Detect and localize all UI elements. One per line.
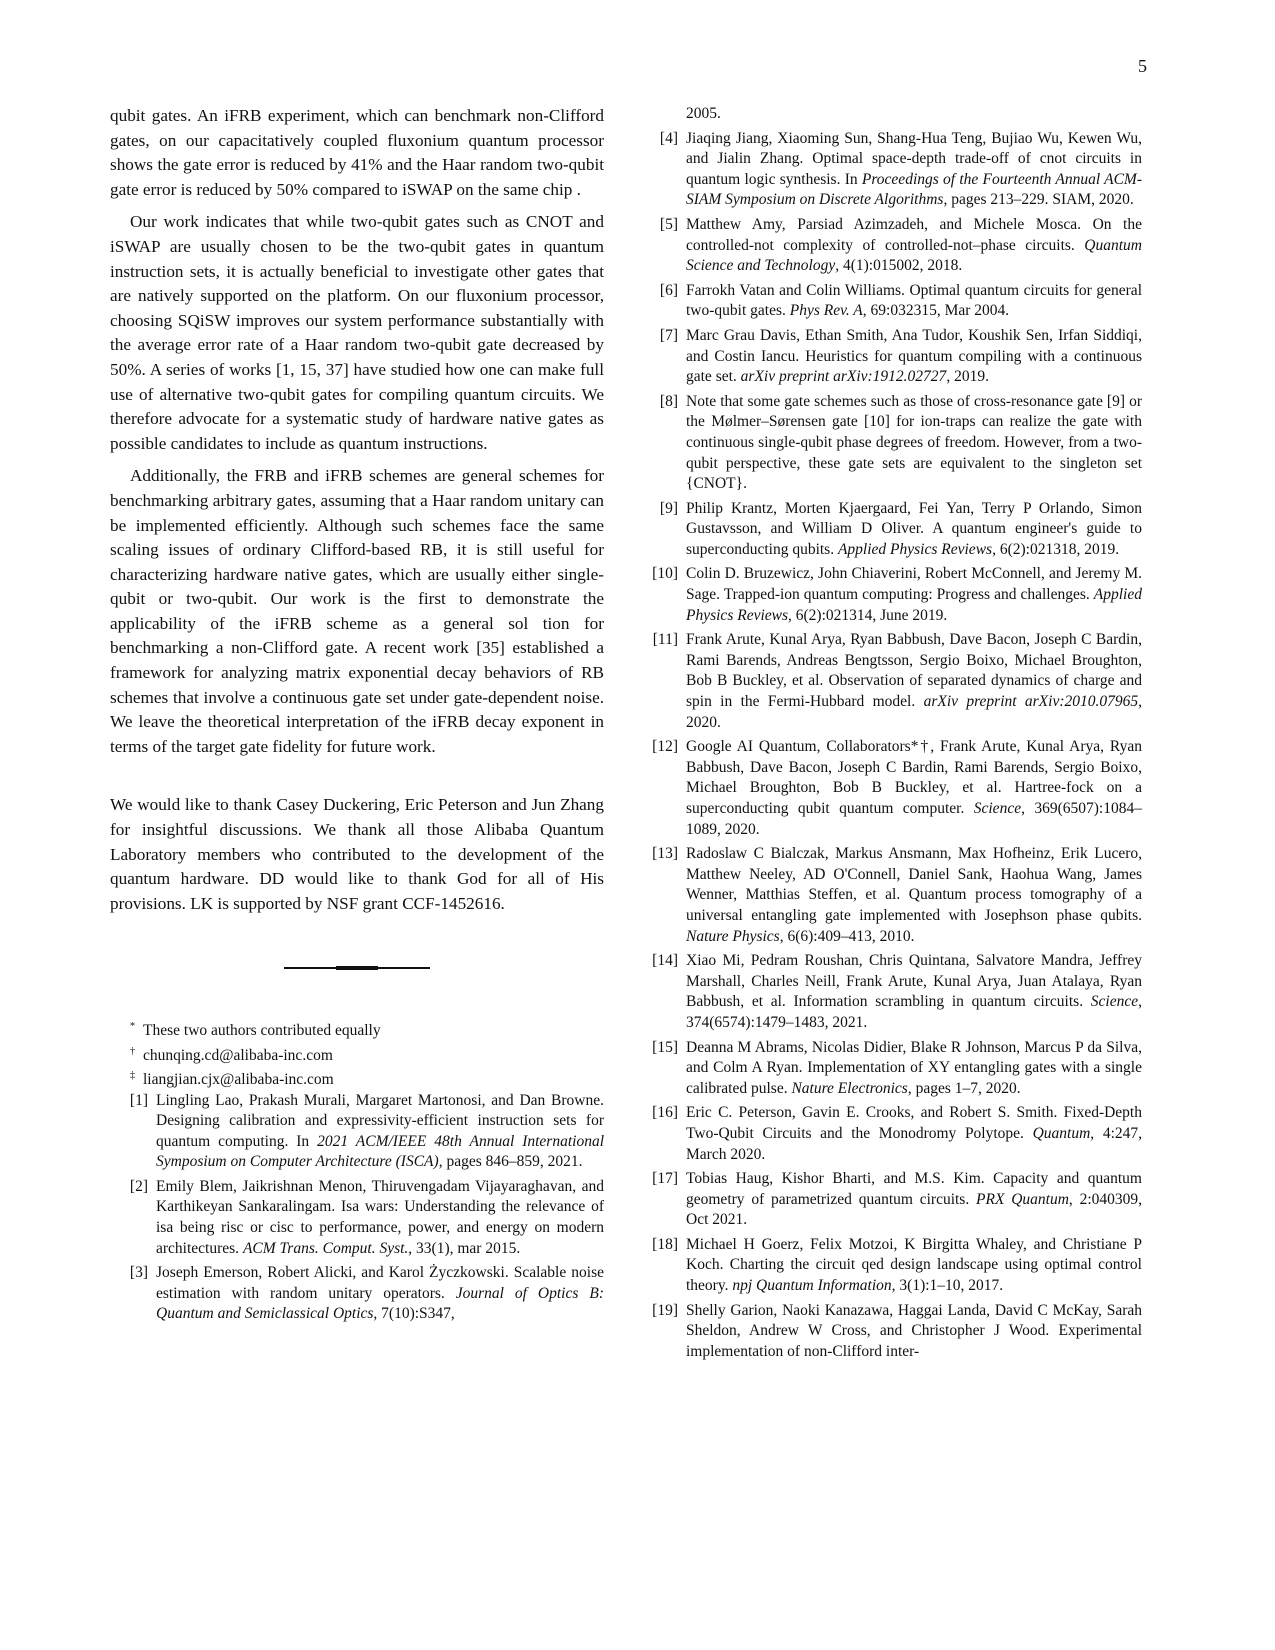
reference-item bbox=[648, 844, 1142, 947]
footnotes bbox=[110, 1017, 604, 1091]
footnote-mark: † bbox=[130, 1045, 135, 1057]
footnote bbox=[130, 1017, 604, 1042]
reference-text bbox=[686, 1103, 1142, 1165]
footnote-text: These two authors contributed equally bbox=[143, 1022, 381, 1039]
reference-number: [15] bbox=[652, 1038, 678, 1056]
section-divider bbox=[110, 952, 604, 977]
reference-venue: Quantum bbox=[1032, 1124, 1091, 1142]
reference-number: [14] bbox=[652, 952, 678, 970]
body-paragraph: Our work indicates that while two-qubit gates such as CNOT and iSWAP are usually chosen to be the two-qubit gates in quantum instruction sets, it is actually beneficial to investigate other gates that are natively supported on the platform. On our fluxonium processor, choosing SQiSW improves our system performance substantially with the average error rate of a Haar random two-qubit gate decreased by 50%. A series of works [1, 15, 37] have studied how one can make full use of alternative two-qubit gates for compiling quantum circuits. We therefore advocate for a systematic study of hardware native gates as possible candidates to include as quantum instructions. bbox=[110, 212, 604, 453]
reference-item bbox=[648, 1235, 1142, 1297]
reference-venue: Nature Electronics bbox=[791, 1079, 908, 1097]
reference-text bbox=[686, 104, 1142, 125]
reference-venue: ACM Trans. Comput. Syst. bbox=[242, 1239, 409, 1257]
reference-number: [3] bbox=[129, 1264, 148, 1282]
reference-text bbox=[156, 1177, 604, 1259]
reference-venue: Phys Rev. A bbox=[789, 302, 863, 320]
reference-number: [5] bbox=[659, 215, 678, 233]
reference-text bbox=[686, 1038, 1142, 1100]
reference-text bbox=[686, 215, 1142, 277]
reference-details: , 2020. bbox=[686, 693, 1143, 731]
reference-number: [6] bbox=[659, 281, 678, 299]
reference-authors-title: Tobias Haug, Kishor Bharti, and M.S. Kim. Capacity and quantum geometry of parametrized quantum circuits. bbox=[686, 1170, 1142, 1208]
reference-details: , pages 213–229. SIAM, 2020. bbox=[943, 191, 1134, 209]
references-right bbox=[648, 104, 1142, 1362]
reference-item bbox=[648, 392, 1142, 495]
reference-item bbox=[110, 1177, 604, 1259]
reference-venue: Science bbox=[973, 800, 1022, 817]
reference-authors-title: Jiaqing Jiang, Xiaoming Sun, Shang-Hua Teng, Bujiao Wu, Kewen Wu, and Jialin Zhang. Optimal space-depth trade-off of cnot circuits in quantum logic synthesis. In bbox=[686, 129, 1142, 188]
reference-details: , 33(1), mar 2015. bbox=[408, 1239, 521, 1257]
reference-item bbox=[648, 129, 1142, 211]
footnote bbox=[130, 1066, 604, 1091]
reference-number: [1] bbox=[129, 1091, 148, 1109]
reference-text bbox=[686, 737, 1142, 840]
reference-venue: arXiv preprint arXiv:2010.07965 bbox=[923, 693, 1139, 711]
reference-details: , 6(2):021314, June 2019. bbox=[788, 606, 948, 624]
references-left bbox=[110, 1091, 604, 1326]
reference-item bbox=[648, 1169, 1142, 1231]
reference-authors-title: Lingling Lao, Prakash Murali, Margaret Martonosi, and Dan Browne. Designing calibration and expressivity-efficient instruction sets for quantum computing. In bbox=[156, 1091, 604, 1150]
reference-venue: 2021 ACM/IEEE 48th Annual International Symposium on Computer Architecture (ISCA) bbox=[156, 1132, 604, 1171]
footnote-mark: ‡ bbox=[130, 1070, 135, 1081]
reference-details: , 6(6):409–413, 2010. bbox=[779, 927, 915, 945]
reference-item bbox=[648, 281, 1142, 322]
reference-details: , 3(1):1–10, 2017. bbox=[891, 1277, 1004, 1295]
reference-venue: PRX Quantum bbox=[976, 1190, 1069, 1208]
reference-authors-title: Xiao Mi, Pedram Roushan, Chris Quintana, Salvatore Mandra, Jeffrey Marshall, Charles Neill, Frank Arute, Kunal Arya, Juan Atalaya, Ryan Babbush, et al. Information scrambling in quantum circuits. bbox=[686, 952, 1142, 1011]
reference-item bbox=[648, 1103, 1142, 1165]
reference-details: , 69:032315, Mar 2004. bbox=[862, 302, 1010, 320]
reference-item bbox=[648, 951, 1142, 1033]
reference-text bbox=[686, 1235, 1142, 1297]
reference-text bbox=[686, 1301, 1142, 1363]
reference-text bbox=[686, 951, 1142, 1033]
reference-item bbox=[648, 499, 1142, 561]
reference-authors-title: Joseph Emerson, Robert Alicki, and Karol Życzkowski. Scalable noise estimation with random unitary operators. bbox=[156, 1264, 604, 1302]
reference-details: , 6(2):021318, 2019. bbox=[992, 540, 1120, 558]
reference-venue: Proceedings of the Fourteenth Annual ACM-SIAM Symposium on Discrete Algorithms bbox=[686, 170, 1142, 209]
reference-text bbox=[156, 1263, 604, 1325]
reference-authors-title: Google AI Quantum, Collaborators*†, Frank Arute, Kunal Arya, Ryan Babbush, Dave Bacon, Joseph C Bardin, Rami Barends, Sergio Boixo, Michael Broughton, Bob B Buckley, et al. Hartree-fock on a superconducting qubit quantum computer. bbox=[686, 738, 1142, 817]
reference-number: [12] bbox=[652, 738, 678, 756]
reference-venue: arXiv preprint arXiv:1912.02727 bbox=[740, 368, 947, 386]
right-column bbox=[648, 104, 1142, 1366]
reference-details: , 369(6507):1084–1089, 2020. bbox=[686, 800, 1142, 838]
reference-item bbox=[648, 630, 1142, 733]
reference-text bbox=[686, 630, 1142, 733]
reference-text bbox=[686, 326, 1142, 388]
reference-item bbox=[648, 215, 1142, 277]
left-column bbox=[110, 104, 604, 1329]
acknowledgment-paragraph: We would like to thank Casey Duckering, Eric Peterson and Jun Zhang for insightful discussions. We thank all those Alibaba Quantum Laboratory members who contributed to the development of the quantum hardware. DD would like to thank God for all of His provisions. LK is supported by NSF grant CCF-1452616. bbox=[110, 795, 604, 913]
reference-details: , 374(6574):1479–1483, 2021. bbox=[686, 993, 1142, 1031]
page-number: 5 bbox=[1138, 56, 1147, 76]
reference-text bbox=[686, 844, 1142, 947]
reference-authors-title: Emily Blem, Jaikrishnan Menon, Thiruvengadam Vijayaraghavan, and Karthikeyan Sankaralingam. Isa wars: Understanding the relevance of isa being risc or cisc to performance, power, and energy on modern architectures. bbox=[156, 1177, 604, 1257]
reference-number: [18] bbox=[652, 1235, 678, 1253]
reference-number: [19] bbox=[652, 1301, 678, 1319]
reference-text bbox=[686, 392, 1142, 495]
reference-text bbox=[686, 129, 1142, 211]
reference-item bbox=[648, 1038, 1142, 1100]
footnote-text: liangjian.cjx@alibaba-inc.com bbox=[143, 1071, 334, 1088]
reference-text bbox=[686, 564, 1142, 626]
reference-number: [16] bbox=[652, 1104, 678, 1122]
reference-venue: Nature Physics bbox=[686, 927, 780, 945]
reference-item bbox=[648, 326, 1142, 388]
body-paragraph: Additionally, the FRB and iFRB schemes are general schemes for benchmarking arbitrary gates, assuming that a Haar random unitary can be implemented efficiently. Although such schemes face the same scaling issues of ordinary Clifford-based RB, it is still useful for characterizing hardware native gates, which are usually either single-qubit or two-qubit. Our work is the first to demonstrate the applicability of the iFRB scheme as a general sol tion for benchmarking a non-Clifford gate. A recent work [35] established a framework for analyzing matrix exponential decay behaviors of RB schemes that involve a continuous gate set under gate-dependent noise. We leave the theoretical interpretation of the iFRB decay exponent in terms of the target gate fidelity for future work. bbox=[110, 466, 604, 756]
reference-authors-title: Michael H Goerz, Felix Motzoi, K Birgitta Whaley, and Christiane P Koch. Charting the circuit qed design landscape using optimal control theory. bbox=[686, 1235, 1142, 1295]
reference-authors-title: Philip Krantz, Morten Kjaergaard, Fei Yan, Terry P Orlando, Simon Gustavsson, and William D Oliver. A quantum engineer's guide to superconducting qubits. bbox=[686, 499, 1142, 558]
reference-number: [10] bbox=[652, 565, 678, 583]
reference-venue: npj Quantum Information bbox=[732, 1277, 892, 1295]
reference-authors-title: Farrokh Vatan and Colin Williams. Optimal quantum circuits for general two-qubit gates. bbox=[686, 281, 1142, 320]
footnote-text: chunqing.cd@alibaba-inc.com bbox=[143, 1046, 333, 1064]
reference-details: , 2019. bbox=[946, 368, 989, 386]
reference-venue: Applied Physics Reviews bbox=[686, 586, 1142, 624]
reference-number: [11] bbox=[652, 631, 678, 649]
reference-authors-title: 2005. bbox=[686, 105, 721, 122]
reference-authors-title: Eric C. Peterson, Gavin E. Crooks, and Robert S. Smith. Fixed-Depth Two-Qubit Circuits and the Monodromy Polytope. bbox=[686, 1104, 1142, 1142]
reference-details: , pages 1–7, 2020. bbox=[907, 1079, 1021, 1097]
reference-item bbox=[648, 104, 1142, 125]
reference-number: [7] bbox=[659, 326, 678, 344]
reference-details: , pages 846–859, 2021. bbox=[438, 1153, 583, 1171]
reference-item bbox=[110, 1091, 604, 1173]
reference-text bbox=[156, 1091, 604, 1173]
reference-text bbox=[686, 499, 1142, 561]
reference-number: [2] bbox=[129, 1177, 148, 1195]
reference-venue: Science bbox=[1090, 993, 1139, 1011]
reference-authors-title: Colin D. Bruzewicz, John Chiaverini, Robert McConnell, and Jeremy M. Sage. Trapped-ion quantum computing: Progress and challenges. bbox=[686, 565, 1142, 604]
reference-details: , 2:040309, Oct 2021. bbox=[686, 1190, 1142, 1229]
reference-number: [13] bbox=[652, 845, 678, 863]
reference-venue: Quantum Science and Technology bbox=[686, 236, 1142, 275]
reference-number: [8] bbox=[659, 392, 678, 410]
reference-number: [9] bbox=[659, 499, 678, 517]
reference-item bbox=[110, 1263, 604, 1325]
reference-authors-title: Radoslaw C Bialczak, Markus Ansmann, Max Hofheinz, Erik Lucero, Matthew Neeley, AD O'Connell, Daniel Sank, Haohua Wang, James Wenner, Matthias Steffen, et al. Quantum process tomography of a universal entangling gate implemented with Josephson phase qubits. bbox=[686, 845, 1142, 924]
reference-number: [4] bbox=[659, 129, 678, 147]
reference-details: , 7(10):S347, bbox=[373, 1305, 455, 1323]
reference-venue: Journal of Optics B: Quantum and Semiclassical Optics bbox=[156, 1284, 604, 1323]
reference-venue: Applied Physics Reviews bbox=[837, 540, 993, 558]
reference-item bbox=[648, 737, 1142, 840]
reference-text bbox=[686, 1169, 1142, 1231]
reference-authors-title: Marc Grau Davis, Ethan Smith, Ana Tudor, Koushik Sen, Irfan Siddiqi, and Costin Iancu. Heuristics for quantum compiling with a continuous gate set. bbox=[686, 326, 1142, 386]
reference-item bbox=[648, 1301, 1142, 1363]
footnote-mark: * bbox=[130, 1021, 135, 1032]
reference-authors-title: Note that some gate schemes such as those of cross-resonance gate [9] or the Mølmer–Sørensen gate [10] for ion-traps can realize the gate with continuous single-qubit phase degrees of freedom. However, from a two-qubit perspective, these gate sets are equivalent to the singleton set {CNOT}. bbox=[686, 392, 1142, 493]
reference-details: , 4(1):015002, 2018. bbox=[835, 257, 963, 275]
reference-text bbox=[686, 281, 1142, 322]
reference-number: [17] bbox=[652, 1170, 678, 1188]
reference-authors-title: Matthew Amy, Parsiad Azimzadeh, and Michele Mosca. On the controlled-not complexity of controlled-not–phase circuits. bbox=[686, 215, 1142, 254]
footnote bbox=[130, 1042, 604, 1067]
reference-item bbox=[648, 564, 1142, 626]
body-paragraph: qubit gates. An iFRB experiment, which can benchmark non-Clifford gates, on our capacitatively coupled fluxonium quantum processor shows the gate error is reduced by 41% and the Haar random two-qubit gate error is reduced by 50% compared to iSWAP on the same chip . bbox=[110, 106, 604, 199]
reference-authors-title: Shelly Garion, Naoki Kanazawa, Haggai Landa, David C McKay, Sarah Sheldon, Andrew W Cross, and Christopher J Wood. Experimental implementation of non-Clifford inter- bbox=[686, 1301, 1142, 1360]
reference-details: , 4:247, March 2020. bbox=[686, 1124, 1143, 1163]
reference-authors-title: Deanna M Abrams, Nicolas Didier, Blake R Johnson, Marcus P da Silva, and Colm A Ryan. Implementation of XY entangling gates with a single calibrated pulse. bbox=[686, 1038, 1142, 1097]
reference-authors-title: Frank Arute, Kunal Arya, Ryan Babbush, Dave Bacon, Joseph C Bardin, Rami Barends, Andreas Bengtsson, Sergio Boixo, Michael Broughton, Bob B Buckley, et al. Observation of separated dynamics of charge and spin in the Fermi-Hubbard model. bbox=[686, 631, 1142, 711]
